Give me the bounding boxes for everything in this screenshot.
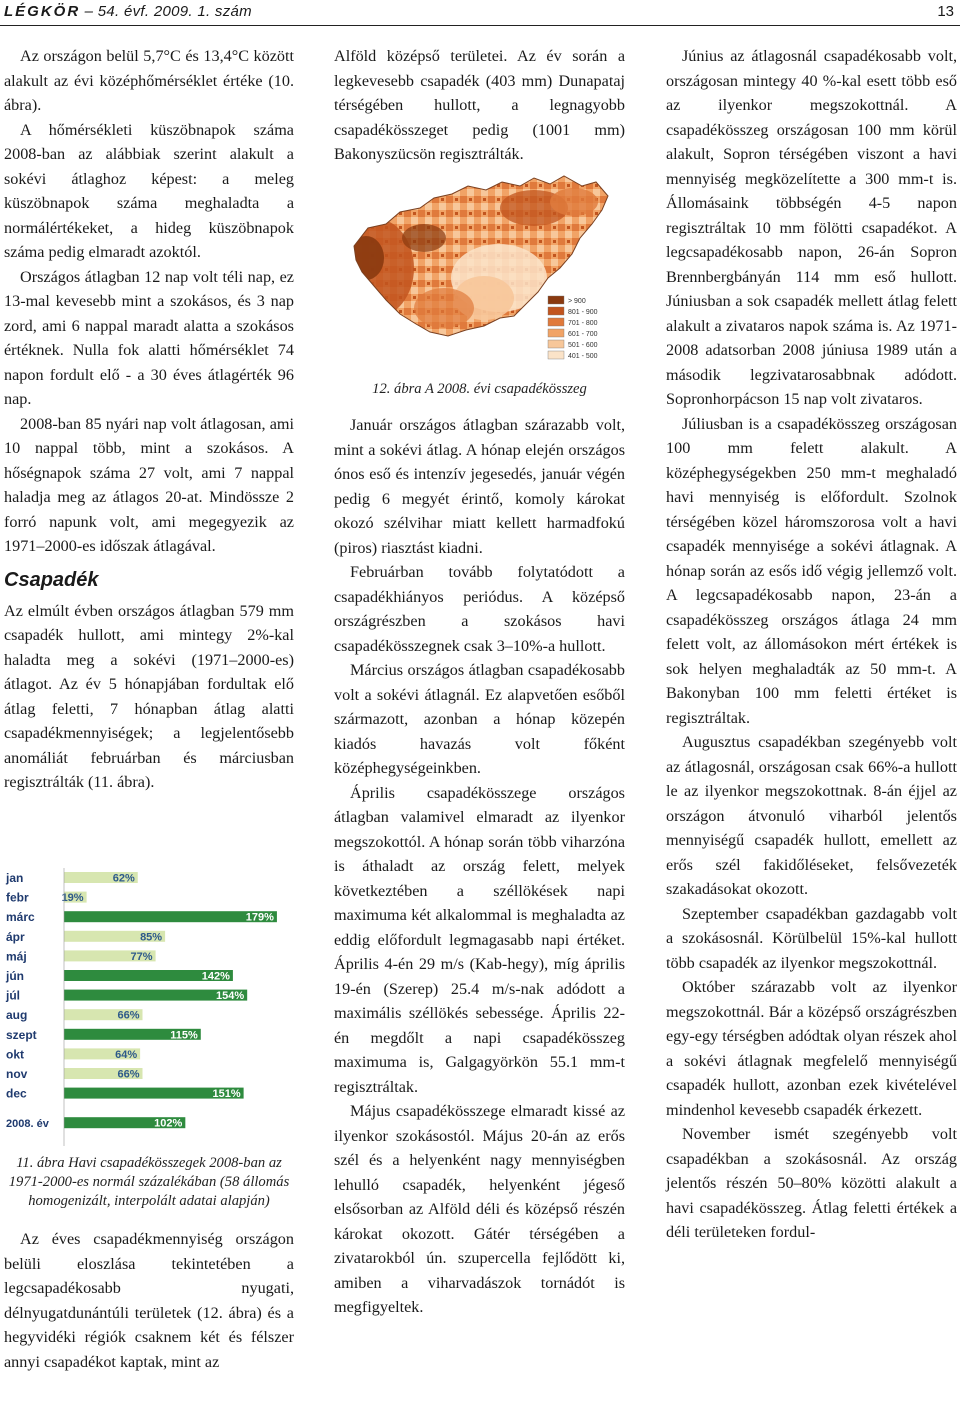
- paragraph: Március országos átlagban csapadékosabb volt a sokévi átlagnál. Ez alapvetően esőből származott, azonban a hónap közepén kiadós havazás volt főként középhegységeinkben.: [334, 661, 625, 777]
- legend-swatch: [548, 307, 564, 315]
- legend-swatch: [548, 318, 564, 326]
- column-2-lower: [334, 380, 625, 1320]
- page-number: 13: [937, 3, 954, 20]
- paragraph: Júliusban is a csapadékösszeg országosan 100 mm felett alakult. A középhegységekben 250 mm-t meghaladó havi mennyiség is előfordult. Szolnok térségében közel háromszorosa volt a havi csapadék mennyisége a sokévi átlagnak. A hónap során az esős idő végig jellemző volt. A legcsapadékosabb napon, 23-án a csapadékösszeg országos átlaga 24 mm felett volt, az állomásokon mért értékek is sok helyen meghaladták az 50 mm-t. A Bakonyban 100 mm feletti értéket is regisztráltak.: [666, 414, 957, 727]
- chart-value-label: 102%: [154, 1117, 183, 1130]
- journal-info: [4, 3, 252, 20]
- chart-value-label: 66%: [117, 1068, 140, 1081]
- paragraph: November ismét szegényebb volt csapadékban a szokásosnál. Az ország jelentős részén 50–80% közötti alakult a havi csapadékösszeg. Átlag feletti értékek a déli területeken fordul-: [666, 1125, 957, 1241]
- column-1: [4, 44, 294, 795]
- chart-value-label: 85%: [140, 931, 163, 944]
- chart-value-label: 151%: [212, 1088, 241, 1101]
- issue-info: – 54. évf. 2009. 1. szám: [84, 3, 252, 20]
- chart-category-label: jún: [6, 969, 24, 983]
- legend-label: 401 - 500: [568, 353, 598, 360]
- precipitation-map: [334, 168, 625, 378]
- paragraph: Augusztus csapadékban szegényebb volt az átlagosnál, országosan csak 66%-a hullott le az ilyenkor megszokottnak. 8-án éjjel az országon átvonuló viharból jelentős mennyiségű csapadék hullott, emellett az erős szél fakidőléseket, felsővezeték szakadásokat okozott.: [666, 733, 957, 898]
- chart-value-label: 19%: [61, 892, 84, 905]
- journal-title: LÉGKÖR: [4, 3, 81, 20]
- figure-12-map: [334, 168, 625, 378]
- paragraph: Január országos átlagban szárazabb volt, mint a sokévi átlag. A hónap elején országos ónos eső és intenzív jegesedés, január végén pedig 6 megyét érintő, komoly károkat okozó szélvihar miatt kellett harmadfokú (piros) riasztást kiadni.: [334, 416, 625, 557]
- legend-label: 501 - 600: [568, 342, 598, 349]
- column-1-lower: [4, 1154, 294, 1374]
- chart-value-label: 62%: [112, 872, 135, 885]
- chart-value-label: 115%: [170, 1029, 198, 1042]
- paragraph: Alföld középső területei. Az év során a legkevesebb csapadék (403 mm) Dunapataj térségében hullott, a legnagyobb csapadékösszeget pedig (1001 mm) Bakonyszücsön regisztrálták.: [334, 47, 625, 163]
- figure-11-caption: 11. ábra Havi csapadékösszegek 2008-ban az 1971-2000-es normál százalékában (58 állomás homogenizált, interpolált adatai alapján): [8, 1155, 290, 1209]
- chart-value-label: 77%: [130, 950, 153, 963]
- column-3: [666, 44, 957, 1245]
- chart-category-label: 2008. év: [6, 1118, 49, 1131]
- chart-category-label: dec: [6, 1086, 27, 1101]
- paragraph: Az éves csapadékmennyiség országon belüli eloszlása tekintetében a legcsapadékosabb nyugati, délnyugatdunántúli területek (12. ábra) és a hegyvidéki régiók csaknem két és félszer annyi csapadékot kaptak, mint az: [4, 1230, 294, 1371]
- chart-category-label: júl: [6, 988, 20, 1003]
- chart-category-label: okt: [6, 1047, 24, 1062]
- bar-chart: [4, 866, 294, 1148]
- chart-value-label: 64%: [115, 1048, 138, 1061]
- paragraph: Az országon belül 5,7°C és 13,4°C között alakult az évi középhőmérséklet értéke (10. ábra).: [4, 47, 294, 114]
- paragraph: Szeptember csapadékban gazdagabb volt a szokásosnál. Körülbelül 15%-kal hullott több csapadék az ilyenkor megszokottnál.: [666, 904, 957, 972]
- chart-category-label: máj: [6, 949, 27, 964]
- chart-category-label: febr: [6, 890, 29, 905]
- chart-value-label: 154%: [216, 990, 245, 1003]
- chart-category-label: szept: [6, 1027, 37, 1042]
- chart-category-label: aug: [6, 1008, 28, 1023]
- paragraph: Az elmúlt évben országos átlagban 579 mm csapadék hullott, ami mintegy 2%-kal haladta meg a sokévi (1971–2000-es) átlagot. Az év 5 hónapjában fordultak elő átlag feletti, 7 hónapban átlag alatti csapadékmennyiségek; a legjelentősebb anomáliát februárban és márciusban regisztrálták (11. ábra).: [4, 601, 294, 791]
- figure-12-caption: 12. ábra A 2008. évi csapadékösszeg: [372, 381, 587, 397]
- paragraph: Februárban tovább folytatódott a csapadékhiányos periódus. A középső országrészben a szokásos havi csapadékösszegnek csak 3–10%-a hullott.: [334, 563, 625, 655]
- chart-value-label: 179%: [245, 911, 274, 924]
- paragraph: Április csapadékösszege országos átlagban valamivel elmaradt az ilyenkor megszokottól. A hónap során több viharzóna is áthaladt az ország felett, melyek következtében a széllökések napi maximuma két alkalommal is meghaladta az eddig előfordult legmagasabb napi értéket. Április 4-én 29 m/s (Kab-hegy), míg április 19-én (Szerep) 25.4 m/s-nak adódott a maximális széllökés sebessége. Április 22-én megdőlt a napi csapadékösszeg maximuma is, Galgagyörkön 55.1 mm-t regisztráltak.: [334, 783, 625, 1096]
- paragraph: A hőmérsékleti küszöbnapok száma 2008-ban az alábbiak szerint alakult a sokévi átlaghoz képest: a meleg küszöbnapok száma meghaladta a normálértékeket, a hideg küszöbnapok száma pedig elmaradt azoktól.: [4, 120, 294, 261]
- chart-value-label: 66%: [117, 1009, 140, 1022]
- chart-category-label: jan: [6, 871, 24, 885]
- map-legend: [548, 296, 598, 360]
- section-heading: Csapadék: [4, 568, 99, 591]
- chart-category-label: márc: [6, 910, 35, 925]
- paragraph: Június az átlagosnál csapadékosabb volt, országosan mintegy 40 %-kal esett több eső az ilyenkor megszokottnál. A csapadékösszeg országosan 100 mm körül alakult, Sopron térségében viszont a havi mennyiség megközelítette a 300 mm-t is. Állomásaink többségén 4-5 napon regisztráltak 10 mm fölötti csapadékot. A legcsapadékosabb napon, 26-án Sopron Brennbergbányán 114 mm eső hullott. Júniusban a sok csapadék mellett átlag felett alakult a zivataros napok száma is. Az 1971-2008 adatsorban 2008 júniusa 1989 után a második legzivatarosabbnak adódott. Sopronhorpácson 15 nap volt zivataros.: [666, 47, 957, 408]
- legend-label: 601 - 700: [568, 331, 598, 338]
- legend-swatch: [548, 351, 564, 359]
- chart-category-label: nov: [6, 1067, 28, 1081]
- legend-swatch: [548, 329, 564, 337]
- legend-label: > 900: [568, 298, 586, 305]
- paragraph: Október szárazabb volt az ilyenkor megszokottnál. Bár a középső országrészben egy-egy térségben adódtak olyan részek ahol a sokévi átlagnak megfelelő mennyiségű csapadék hullott, azonban ezek kivételével mindenhol kevesebb csapadék érkezett.: [666, 978, 957, 1119]
- paragraph: Országos átlagban 12 nap volt téli nap, ez 13-mal kevesebb mint a szokásos, és 3 nap zord, ami 6 nappal maradt alatta a szokásos értéknek. Nulla fok alatti hőmérséklet 74 napon fordult elő - a 30 éves átlagérték 96 nap.: [4, 267, 294, 408]
- figure-11-chart: [4, 866, 294, 1148]
- legend-swatch: [548, 340, 564, 348]
- chart-value-label: 142%: [201, 970, 230, 983]
- column-2: [334, 44, 625, 167]
- page-header: [0, 0, 960, 26]
- legend-label: 701 - 800: [568, 320, 598, 327]
- paragraph: Május csapadékösszege elmaradt kissé az ilyenkor szokásostól. Május 20-án az erős szél és a helyenként nagy mennyiségben lehulló csapadék, helyenként jégeső elsősorban az Alföld déli és középső részén károkat okozott. Gátér térségében a zivatarokból ún. szupercella fejlődött ki, amiben a viharvadászok tornádót is megfigyeltek.: [334, 1102, 625, 1316]
- chart-category-label: ápr: [6, 929, 25, 944]
- legend-label: 801 - 900: [568, 309, 598, 316]
- paragraph: 2008-ban 85 nyári nap volt átlagosan, ami 10 nappal több, mint a szokásos. A hőségnapok száma 27 volt, ami 7 nappal haladja meg az átlagos 20-at. Mindössze 2 forró napunk volt, ami megegyezik az 1971–2000-es időszak átlagával.: [4, 414, 294, 555]
- legend-swatch: [548, 296, 564, 304]
